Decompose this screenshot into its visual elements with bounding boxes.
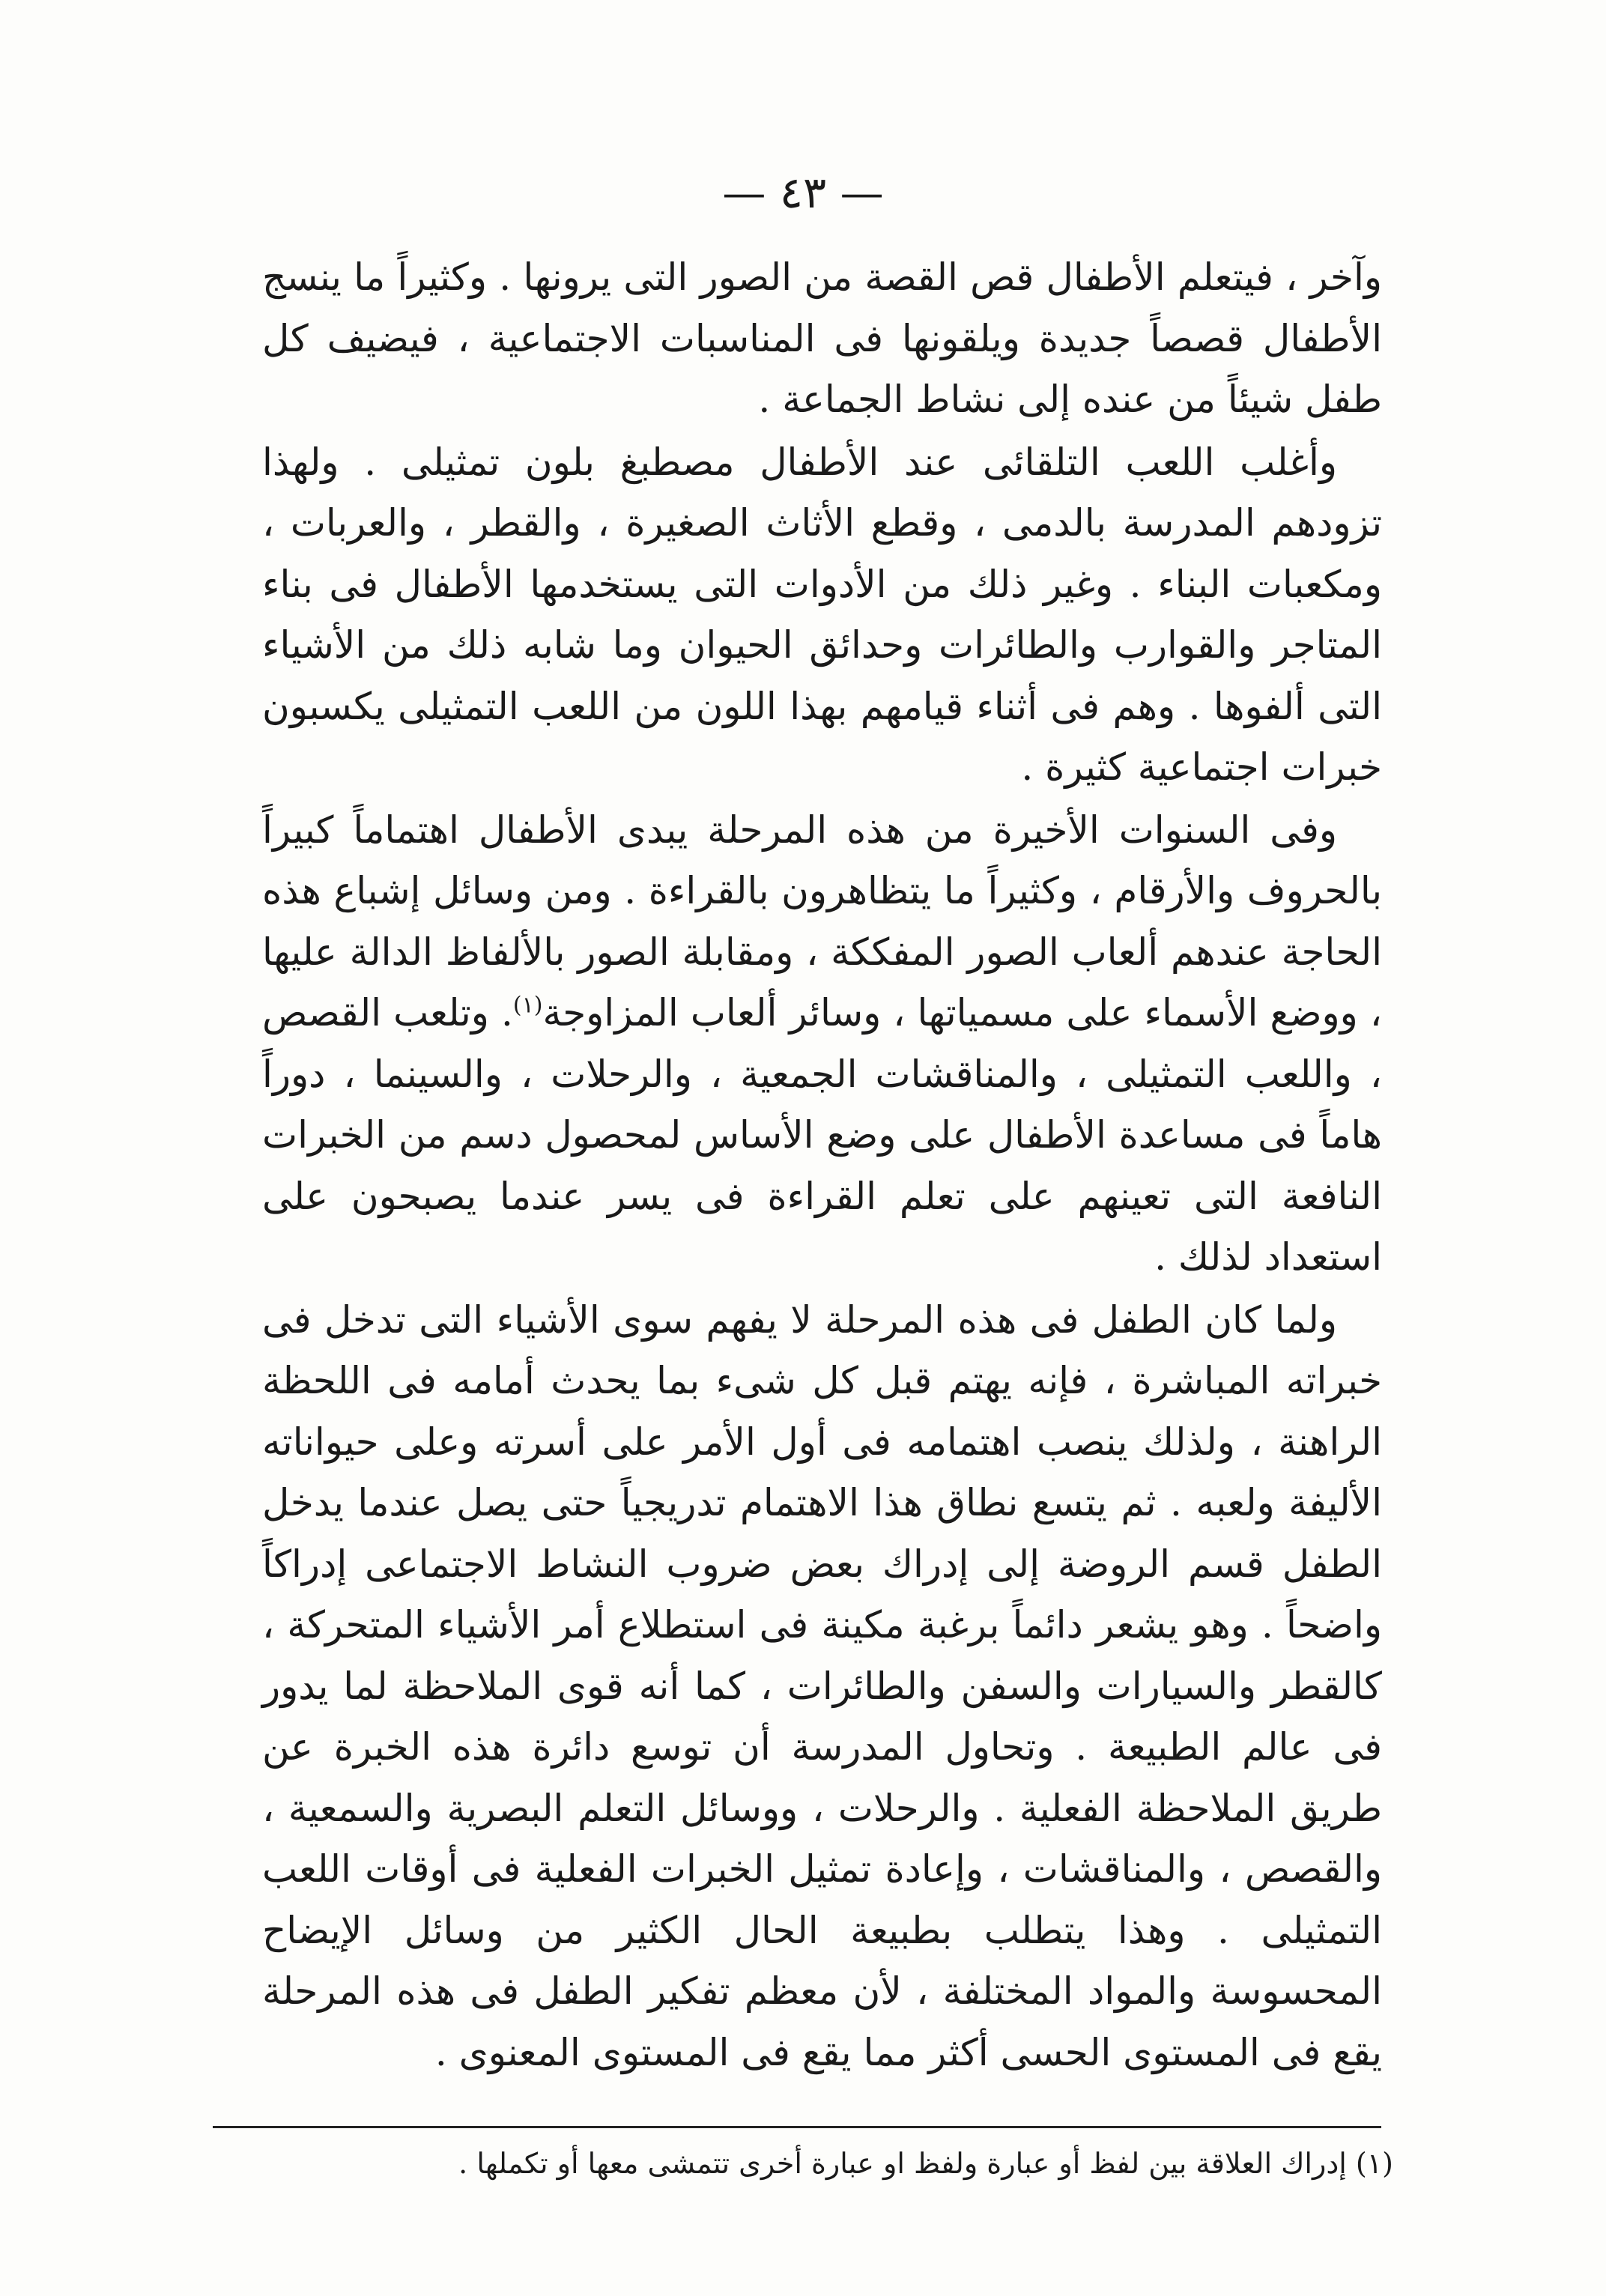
page-body	[262, 247, 1382, 2083]
paragraph-4: ولما كان الطفل فى هذه المرحلة لا يفهم سوى الأشياء التى تدخل فى خبراته المباشرة ، فإنه يهتم قبل كل شىء بما يحدث أمامه فى اللحظة الراهنة ، ولذلك ينصب اهتمامه فى أول الأمر على أسرته وعلى حيواناته الأليفة ولعبه . ثم يتسع نطاق هذا الاهتمام تدريجياً حتى يصل عندما يدخل الطفل قسم الروضة إلى إدراك بعض ضروب النشاط الاجتماعى إدراكاً واضحاً . وهو يشعر دائماً برغبة مكينة فى استطلاع أمر الأشياء المتحركة ، كالقطر والسيارات والسفن والطائرات ، كما أنه قوى الملاحظة لما يدور فى عالم الطبيعة . وتحاول المدرسة أن توسع دائرة هذه الخبرة عن طريق الملاحظة الفعلية . والرحلات ، ووسائل التعلم البصرية والسمعية ، والقصص ، والمناقشات ، وإعادة تمثيل الخبرات الفعلية فى أوقات اللعب التمثيلى . وهذا يتطلب بطبيعة الحال الكثير من وسائل الإيضاح المحسوسة والمواد المختلفة ، لأن معظم تفكير الطفل فى هذه المرحلة يقع فى المستوى الحسى أكثر مما يقع فى المستوى المعنوى .	[262, 1297, 1382, 2074]
footnote	[330, 2142, 1393, 2184]
paragraph-1: وآخر ، فيتعلم الأطفال قص القصة من الصور التى يرونها . وكثيراً ما ينسج الأطفال قصصاً جديدة ويلقونها فى المناسبات الاجتماعية ، فيضيف كل طفل شيئاً من عنده إلى نشاط الجماعة .	[262, 255, 1382, 421]
footnote-divider	[213, 2126, 1381, 2128]
page-number: — ٤٣ —	[722, 167, 884, 218]
paragraph-3-part-1: وفى السنوات الأخيرة من هذه المرحلة يبدى الأطفال اهتماماً كبيراً بالحروف والأرقام ، وكثيراً ما يتظاهرون بالقراءة . ومن وسائل إشباع هذه الحاجة عندهم ألعاب الصور المفككة ، ومقابلة الصور بالألفاظ الدالة عليها ، ووضع الأسماء على مسمياتها ، وسائر ألعاب المزاوجة	[262, 808, 1382, 1035]
footnote-marker: (١)	[1355, 2147, 1393, 2180]
footnote-reference: (١)	[512, 992, 543, 1019]
paragraph-2: وأغلب اللعب التلقائى عند الأطفال مصطبغ بلون تمثيلى . ولهذا تزودهم المدرسة بالدمى ، وقطع الأثاث الصغيرة ، والقطر ، والعربات ، ومكعبات البناء . وغير ذلك من الأدوات التى يستخدمها الأطفال فى بناء المتاجر والقوارب والطائرات وحدائق الحيوان وما شابه ذلك من الأشياء التى ألفوها . وهم فى أثناء قيامهم بهذا اللون من اللعب التمثيلى يكسبون خبرات اجتماعية كثيرة .	[262, 440, 1382, 789]
paragraph-3: وفى السنوات الأخيرة من هذه المرحلة يبدى الأطفال اهتماماً كبيراً بالحروف والأرقام ، وكثيراً ما يتظاهرون بالقراءة . ومن وسائل إشباع هذه الحاجة عندهم ألعاب الصور المفككة ، ومقابلة الصور بالألفاظ الدالة عليها ، ووضع الأسماء على مسمياتها ، وسائر ألعاب المزاوجة$^{(١)}$. وتلعب القصص ، واللعب التمثيلى ، والمناقشات الجمعية ، والرحلات ، والسينما ، دوراً هاماً فى مساعدة الأطفال على وضع الأساس لمحصول دسم من الخبرات النافعة التى تعينهم على تعلم القراءة فى يسر عندما يصبحون على استعداد لذلك .	[262, 808, 1382, 1279]
paragraph-3-part-2: وتلعب القصص ، واللعب التمثيلى ، والمناقشات الجمعية ، والرحلات ، والسينما ، دوراً هاماً فى مساعدة الأطفال على وضع الأساس لمحصول دسم من الخبرات النافعة التى تعينهم على تعلم القراءة فى يسر عندما يصبحون على استعداد لذلك .	[262, 991, 1382, 1279]
footnote-text: إدراك العلاقة بين لفظ أو عبارة ولفظ او عبارة أخرى تتمشى معها أو تكملها .	[458, 2147, 1347, 2180]
